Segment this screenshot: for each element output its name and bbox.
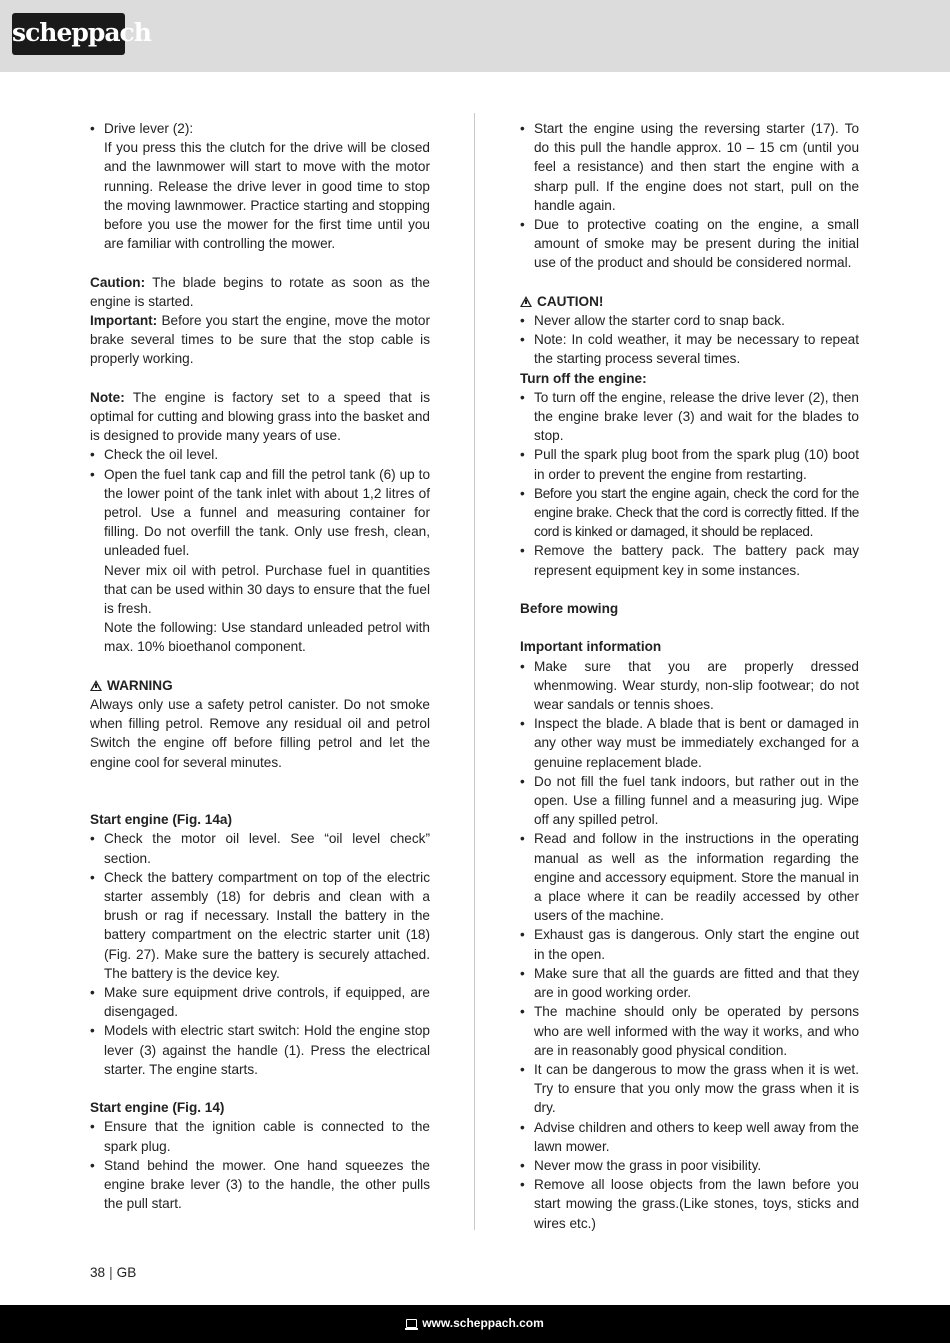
language-code: GB [116,1265,137,1280]
list-item: • Make sure that you are properly dressed whenmowing. Wear sturdy, non-slip footwear; do not wear sandals or tennis shoes. [520,657,859,715]
list-item: • Remove all loose objects from the lawn before you start mowing the grass.(Like stones, toys, sticks and wires etc.) [520,1175,859,1233]
list-item: • Inspect the blade. A blade that is bent or damaged in any other way must be immediately exchanged for a genuine replacement blade. [520,714,859,772]
list-item: • Note: In cold weather, it may be necessary to repeat the starting process several times. [520,330,859,368]
list-item: • Check the motor oil level. See “oil level check” section. [90,829,430,867]
list-item: • Check the battery compartment on top of the electric starter assembly (18) for debris and clean with a brush or rag if necessary. Install the battery in the battery compartment on the electric starter unit (18) (Fig. 27). Make sure the battery is securely attached. The battery is the device key. [90,868,430,983]
caution-paragraph [90,273,430,311]
list-item: • Drive lever (2): [90,119,430,138]
warning-heading [90,676,430,695]
scheppach-logo: scheppach [12,13,125,55]
list-item: • Models with electric start switch: Hold the engine stop lever (3) against the handle (1). Press the electrical starter. The engine starts. [90,1021,430,1079]
list-item: • Open the fuel tank cap and fill the petrol tank (6) up to the lower point of the tank inlet with about 1,2 litres of petrol. Use a funnel and measuring container for filling. Do not overfill the tank. Only use fresh, clean, unleaded fuel. [90,465,430,561]
important-text: Before you start the engine, move the motor brake several times to be sure that the stop cable is properly working. [90,313,430,367]
caution-label: Caution: [90,274,146,290]
caution-heading [520,292,859,311]
list-item: • Stand behind the mower. One hand squeezes the engine brake lever (3) to the handle, the other pulls the pull start. [90,1156,430,1214]
warning-title: WARNING [107,677,173,693]
note-label: Note: [90,389,125,405]
list-item: • Start the engine using the reversing starter (17). To do this pull the handle approx. 10 – 15 cm (until you feel a resistance) and then start the engine with a sharp pull. If the engine does not start, pull on the handle again. [520,119,859,215]
list-item: • Advise children and others to keep well away from the lawn mower. [520,1118,859,1156]
before-mowing-heading: Before mowing [520,601,619,617]
warning-text: Always only use a safety petrol canister. Do not smoke when filling petrol. Remove any residual oil and petrol Switch the engine off before filling petrol and let the engine cool for several minutes. [90,697,430,770]
list-item: • Never mow the grass in poor visibility. [520,1156,859,1175]
footer-band [0,1305,950,1343]
important-label: Important: [90,313,158,329]
left-column [90,119,430,1214]
warning-icon [520,296,532,307]
list-item: • Remove the battery pack. The battery pack may represent equipment key in some instances. [520,541,859,579]
page-number [90,1265,136,1280]
list-item: • Do not fill the fuel tank indoors, but rather out in the open. Use a filling funnel and a measuring jug. Wipe off any spilled petrol. [520,772,859,830]
caution-text: The blade begins to rotate as soon as the engine is started. [90,274,430,309]
fuel-note-2: Note the following: Use standard unleaded petrol with max. 10% bioethanol component. [104,620,430,655]
start-engine-14-heading: Start engine (Fig. 14) [90,1100,225,1116]
page-number-value: 38 [90,1265,106,1280]
note-text: The engine is factory set to a speed that is optimal for cutting and blowing grass into the basket and is designed to provide many years of use. [90,389,430,444]
list-item: • Make sure that all the guards are fitted and that they are in good working order. [520,964,859,1002]
right-column [520,119,859,1233]
list-item: • Check the oil level. [90,445,430,464]
fuel-note-1: Never mix oil with petrol. Purchase fuel in quantities that can be used within 30 days to ensure that the fuel is fresh. [104,562,430,617]
list-item: • Never allow the starter cord to snap back. [520,311,859,330]
important-info-heading: Important information [520,639,662,655]
turn-off-heading: Turn off the engine: [520,370,647,386]
drive-lever-text: If you press this the clutch for the drive will be closed and the lawnmower will start to move with the motor running. Release the drive lever in good time to stop the moving lawnmower. Practice starting and stopping before you use the mower for the first time until you are familiar with controlling the mower. [104,140,430,252]
page-separator: | [109,1265,113,1280]
list-item: • The machine should only be operated by persons who are well informed with the way it works, and who are in reasonably good physical condition. [520,1002,859,1060]
caution-title: CAUTION! [537,293,604,309]
column-divider [474,113,475,1230]
list-item: • It can be dangerous to mow the grass when it is wet. Try to ensure that you only mow the grass when it is dry. [520,1060,859,1118]
start-engine-14a-heading: Start engine (Fig. 14a) [90,812,233,828]
list-item: • Read and follow in the instructions in the operating manual as well as the information regarding the engine and accessory equipment. Store the manual in a place where it can be readily accessed by other users of the machine. [520,829,859,925]
list-item: • To turn off the engine, release the drive lever (2), then the engine brake lever (3) and wait for the blades to stop. [520,388,859,446]
monitor-icon [406,1319,417,1328]
header-band [0,0,950,72]
important-paragraph [90,311,430,369]
list-item: • Before you start the engine again, check the cord for the engine brake. Check that the cord is correctly fitted. If the cord is kinked or damaged, it should be replaced. [520,484,859,542]
list-item: • Make sure equipment drive controls, if equipped, are disengaged. [90,983,430,1021]
list-item: • Pull the spark plug boot from the spark plug (10) boot in order to prevent the engine from restarting. [520,445,859,483]
list-item: • Exhaust gas is dangerous. Only start the engine out in the open. [520,925,859,963]
list-item: • Due to protective coating on the engine, a small amount of smoke may be present during the initial use of the product and should be considered normal. [520,215,859,273]
note-paragraph [90,388,430,446]
list-item: • Ensure that the ignition cable is connected to the spark plug. [90,1117,430,1155]
website-link[interactable]: www.scheppach.com [422,1316,544,1330]
warning-icon [90,680,102,691]
